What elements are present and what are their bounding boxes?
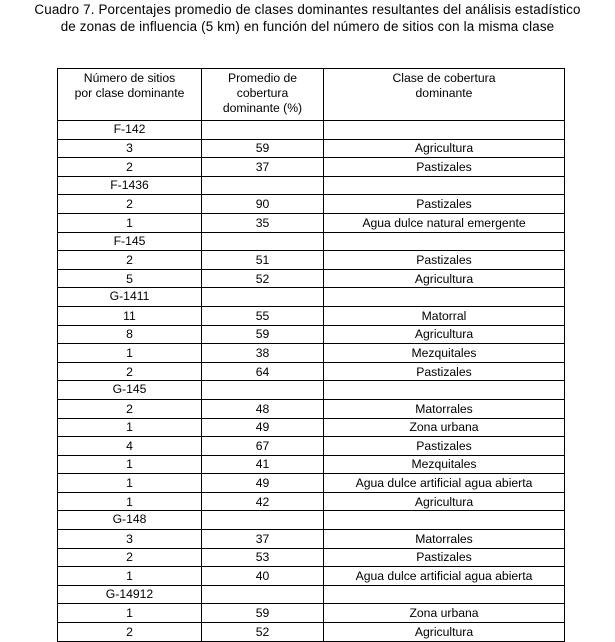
average-coverage-cell: 40	[202, 567, 324, 586]
table-row	[58, 604, 565, 623]
empty-cell	[324, 121, 565, 140]
coverage-class-cell: Agricultura	[324, 325, 565, 344]
coverage-class-cell: Mezquitales	[324, 344, 565, 363]
average-coverage-cell: 59	[202, 325, 324, 344]
coverage-class-cell: Zona urbana	[324, 418, 565, 437]
table-body	[58, 121, 565, 642]
sites-count-cell: 2	[58, 399, 202, 418]
sites-count-cell: 3	[58, 530, 202, 549]
average-coverage-cell: 64	[202, 362, 324, 381]
group-name: G-145	[58, 381, 202, 400]
coverage-class-cell: Agricultura	[324, 492, 565, 511]
average-coverage-cell: 38	[202, 344, 324, 363]
empty-cell	[324, 176, 565, 195]
group-name: F-142	[58, 121, 202, 140]
coverage-class-cell: Pastizales	[324, 195, 565, 214]
table-row	[58, 325, 565, 344]
sites-count-cell: 5	[58, 269, 202, 288]
table-row	[58, 213, 565, 232]
caption-line-2: de zonas de influencia (5 km) en función del número de sitios con la misma clase	[60, 19, 555, 34]
average-coverage-cell: 37	[202, 158, 324, 177]
header-coverage-class: Clase de cobertura dominante	[324, 69, 565, 121]
header-sites-count: Número de sitios por clase dominante	[58, 69, 202, 121]
group-name: G-1411	[58, 288, 202, 307]
empty-cell	[202, 511, 324, 530]
sites-count-cell: 1	[58, 604, 202, 623]
empty-cell	[324, 511, 565, 530]
empty-cell	[202, 381, 324, 400]
coverage-class-cell: Pastizales	[324, 158, 565, 177]
empty-cell	[324, 381, 565, 400]
average-coverage-cell: 52	[202, 623, 324, 642]
table-row	[58, 306, 565, 325]
average-coverage-cell: 49	[202, 418, 324, 437]
group-row	[58, 381, 565, 400]
table-row	[58, 474, 565, 493]
sites-count-cell: 1	[58, 418, 202, 437]
sites-count-cell: 1	[58, 455, 202, 474]
coverage-class-cell: Agua dulce artificial agua abierta	[324, 567, 565, 586]
average-coverage-cell: 90	[202, 195, 324, 214]
group-row	[58, 176, 565, 195]
coverage-class-cell: Pastizales	[324, 548, 565, 567]
empty-cell	[202, 121, 324, 140]
coverage-class-cell: Pastizales	[324, 437, 565, 456]
sites-count-cell: 1	[58, 567, 202, 586]
average-coverage-cell: 42	[202, 492, 324, 511]
average-coverage-cell: 53	[202, 548, 324, 567]
average-coverage-cell: 48	[202, 399, 324, 418]
sites-count-cell: 8	[58, 325, 202, 344]
empty-cell	[324, 288, 565, 307]
coverage-class-cell: Agricultura	[324, 269, 565, 288]
empty-cell	[324, 232, 565, 251]
table-row	[58, 195, 565, 214]
group-row	[58, 511, 565, 530]
table-row	[58, 567, 565, 586]
sites-count-cell: 1	[58, 213, 202, 232]
empty-cell	[202, 288, 324, 307]
coverage-class-cell: Agua dulce natural emergente	[324, 213, 565, 232]
sites-count-cell: 2	[58, 623, 202, 642]
average-coverage-cell: 59	[202, 139, 324, 158]
average-coverage-cell: 59	[202, 604, 324, 623]
header-row	[58, 69, 565, 121]
average-coverage-cell: 49	[202, 474, 324, 493]
header-average-coverage: Promedio de cobertura dominante (%)	[202, 69, 324, 121]
table-row	[58, 344, 565, 363]
coverage-class-cell: Pastizales	[324, 362, 565, 381]
group-name: G-148	[58, 511, 202, 530]
coverage-class-cell: Matorrales	[324, 399, 565, 418]
table-row	[58, 362, 565, 381]
group-row	[58, 121, 565, 140]
table-row	[58, 399, 565, 418]
table-caption	[0, 1, 615, 35]
coverage-class-cell: Mezquitales	[324, 455, 565, 474]
sites-count-cell: 11	[58, 306, 202, 325]
sites-count-cell: 2	[58, 362, 202, 381]
empty-cell	[202, 176, 324, 195]
table-row	[58, 437, 565, 456]
average-coverage-cell: 37	[202, 530, 324, 549]
coverage-class-cell: Matorral	[324, 306, 565, 325]
average-coverage-cell: 55	[202, 306, 324, 325]
empty-cell	[202, 232, 324, 251]
average-coverage-cell: 35	[202, 213, 324, 232]
table-row	[58, 492, 565, 511]
average-coverage-cell: 51	[202, 251, 324, 270]
table-row	[58, 251, 565, 270]
sites-count-cell: 2	[58, 251, 202, 270]
average-coverage-cell: 41	[202, 455, 324, 474]
group-row	[58, 232, 565, 251]
coverage-class-cell: Agricultura	[324, 623, 565, 642]
table-row	[58, 623, 565, 642]
sites-count-cell: 3	[58, 139, 202, 158]
table-row	[58, 548, 565, 567]
sites-count-cell: 1	[58, 344, 202, 363]
coverage-class-cell: Pastizales	[324, 251, 565, 270]
table-row	[58, 530, 565, 549]
group-name: F-145	[58, 232, 202, 251]
sites-count-cell: 2	[58, 158, 202, 177]
coverage-class-cell: Matorrales	[324, 530, 565, 549]
group-row	[58, 288, 565, 307]
empty-cell	[202, 585, 324, 604]
sites-count-cell: 2	[58, 548, 202, 567]
coverage-class-cell: Agua dulce artificial agua abierta	[324, 474, 565, 493]
average-coverage-cell: 52	[202, 269, 324, 288]
sites-count-cell: 1	[58, 492, 202, 511]
table-row	[58, 455, 565, 474]
data-table	[57, 68, 565, 642]
table-row	[58, 418, 565, 437]
average-coverage-cell: 67	[202, 437, 324, 456]
coverage-class-cell: Zona urbana	[324, 604, 565, 623]
table-row	[58, 269, 565, 288]
group-row	[58, 585, 565, 604]
empty-cell	[324, 585, 565, 604]
sites-count-cell: 2	[58, 195, 202, 214]
group-name: G-14912	[58, 585, 202, 604]
group-name: F-1436	[58, 176, 202, 195]
caption-line-1: Cuadro 7. Porcentajes promedio de clases dominantes resultantes del análisis estadístico	[34, 2, 581, 17]
table-row	[58, 139, 565, 158]
coverage-class-cell: Agricultura	[324, 139, 565, 158]
table-row	[58, 158, 565, 177]
sites-count-cell: 4	[58, 437, 202, 456]
sites-count-cell: 1	[58, 474, 202, 493]
